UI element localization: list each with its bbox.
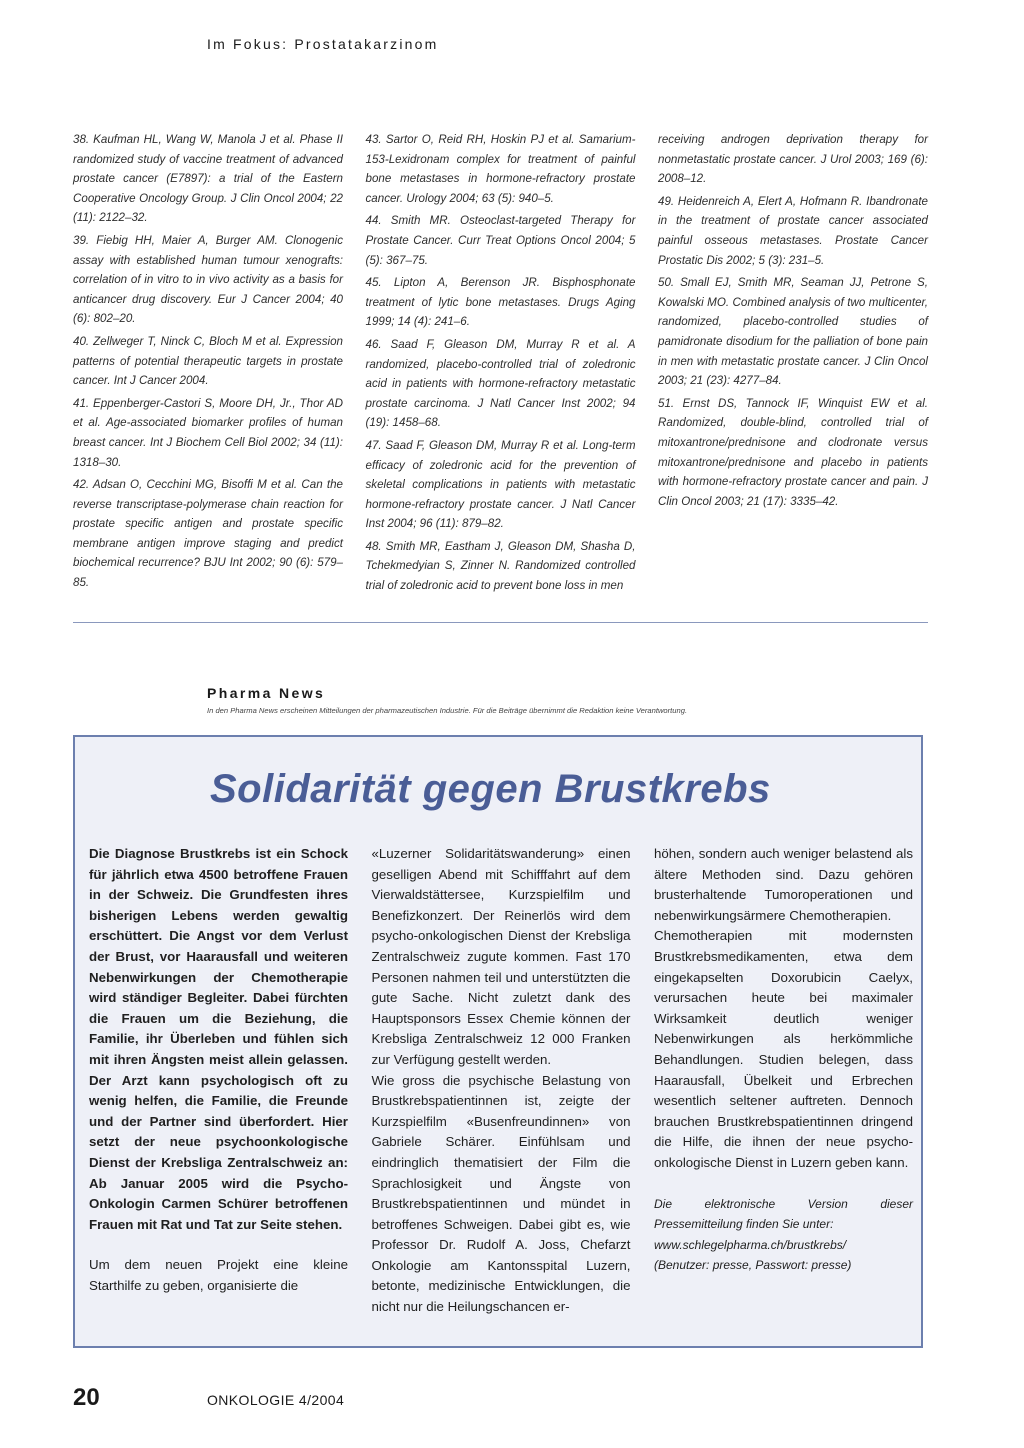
article-column-1 [89, 844, 348, 1318]
reference-51: 51. Ernst DS, Tannock IF, Winquist EW et al. Randomized, double-blind, controlled trial of mitoxantrone/prednisone and clodronate versus mitoxantrone/prednisone and placebo in patients with hormone-refractory prostate cancer and pain. J Clin Oncol 2003; 21 (17): 3335–42. [658, 396, 928, 508]
journal-issue: ONKOLOGIE 4/2004 [207, 1392, 345, 1408]
reference-43: 43. Sartor O, Reid RH, Hoskin PJ et al. Samarium-153-Lexidronam complex for treatment of painful bone metastases in hormone-refractory prostate cancer. Urology 2004; 63 (5): 940–5. [365, 133, 636, 205]
article-paragraph: Chemotherapien mit modernsten Brustkrebsmedikamenten, etwa dem eingekapselten Doxorubicin Caelyx, verursachen heute bei maximaler Wirksamkeit deutlich weniger Nebenwirkungen als herkömmliche Behandlungen. Studien belegen, dass Haarausfall, Übelkeit und Erbrechen wesentlich seltener auftreten. Dennoch brauchen Brustkrebspatientinnen dringend die Hilfe, die ihnen der neue psycho-onkologische Dienst in Luzern geben kann. [654, 928, 913, 1170]
page-number: 20 [73, 1384, 100, 1411]
reference-38: 38. Kaufman HL, Wang W, Manola J et al. Phase II randomized study of vaccine treatment of advanced prostate cancer (E7897): a trial of the Eastern Cooperative Oncology Group. J Clin Oncol 2004; 22 (11): 2122–32. [73, 133, 343, 225]
reference-40: 40. Zellweger T, Ninck C, Bloch M et al. Expression patterns of potential therapeutic targets in prostate cancer. Int J Cancer 2004. [73, 334, 343, 388]
reference-list [73, 130, 928, 599]
article-headline: Solidarität gegen Brustkrebs [210, 767, 771, 811]
reference-49: 49. Heidenreich A, Elert A, Hofmann R. Ibandronate in the treatment of prostate cancer associated painful osseous metastases. Prostate Cancer Prostatic Dis 2002; 5 (3): 231–5. [658, 194, 928, 267]
press-release-box [73, 735, 923, 1348]
section-divider [73, 622, 928, 623]
article-lead: Die Diagnose Brustkrebs ist ein Schock für jährlich etwa 4500 betroffene Frauen in der Schweiz. Die Grundfesten ihres bisherigen Lebens werden gewaltig erschüttert. Die Angst vor dem Verlust der Brust, vor Haarausfall und weiteren Nebenwirkungen der Chemotherapie wird ständiger Begleiter. Dabei fürchten die Frauen um die Beziehung, die Familie, ihr Überleben und fühlen sich mit ihren Ängsten meist allein gelassen. Der Arzt kann psychologisch oft zu wenig helfen, die Familie, die Freunde und der Partner sind überfordert. Hier setzt der neue psychoonkologische Dienst der Krebsliga Zentralschweiz an: Ab Januar 2005 wird die Psycho-Onkologin Carmen Schürer betroffenen Frauen mit Rat und Tat zur Seite stehen. [89, 846, 348, 1232]
running-head: Im Fokus: Prostatakarzinom [207, 36, 439, 52]
reference-46: 46. Saad F, Gleason DM, Murray R et al. A randomized, placebo-controlled trial of zoledronic acid in patients with hormone-refractory metastatic prostate carcinoma. J Natl Cancer Inst 2002; 94 (19): 1458–68. [365, 337, 636, 430]
reference-48-continued: receiving androgen deprivation therapy for nonmetastatic prostate cancer. J Urol 2003; 169 (6): 2008–12. [658, 133, 928, 186]
reference-45: 45. Lipton A, Berenson JR. Bisphosphonate treatment of lytic bone metastases. Drugs Aging 1999; 14 (4): 241–6. [365, 276, 636, 329]
article-paragraph: Wie gross die psychische Belastung von Brustkrebspatientinnen ist, zeigte der Kurzspielfilm «Busenfreundinnen» von Gabriele Schärer. Einfühlsam und eindringlich thematisiert der Film die Sprachlosigkeit und Ängste von Brustkrebspatientinnen und mündet in betroffenes Schweigen. Dabei gibt es, wie Professor Dr. Rudolf A. Joss, Chefarzt Onkologie am Kantonsspital Luzern, betonte, medizinische Entwicklungen, die nicht nur die Heilungschancen er- [371, 1072, 631, 1315]
article-paragraph: höhen, sondern auch weniger belastend als ältere Methoden sind. Dazu gehören brusterhaltende Tumoroperationen und nebenwirkungsärmere Chemotherapien. [654, 846, 913, 923]
reference-41: 41. Eppenberger-Castori S, Moore DH, Jr., Thor AD et al. Age-associated biomarker profiles of human breast cancer. Int J Biochem Cell Biol 2002; 34 (11): 1318–30. [73, 396, 343, 469]
reference-column-2 [366, 130, 636, 599]
reference-44: 44. Smith MR. Osteoclast-targeted Therapy for Prostate Cancer. Curr Treat Options Oncol 2004; 5 (5): 367–75. [365, 214, 636, 267]
article-paragraph: Um dem neuen Projekt eine kleine Starthilfe zu geben, organisierte die [89, 1257, 348, 1293]
reference-39: 39. Fiebig HH, Maier A, Burger AM. Clonogenic assay with established human tumour xenografts: correlation of in vitro to in vivo activity as a basis for anticancer drug discovery. Eur J Cancer 2004; 40 (6): 802–20. [73, 233, 343, 326]
reference-42: 42. Adsan O, Cecchini MG, Bisoffi M et al. Can the reverse transcriptase-polymerase chain reaction for prostate specific antigen and prostate specific membrane antigen improve staging and predict biochemical recurrence? BJU Int 2002; 90 (6): 579–85. [73, 478, 343, 590]
pharma-news-disclaimer: In den Pharma News erscheinen Mitteilungen der pharmazeutischen Industrie. Für die Beiträge übernimmt die Redaktion keine Verantwortung. [207, 706, 688, 715]
pharma-news-title: Pharma News [207, 685, 326, 701]
reference-column-1 [73, 130, 343, 599]
reference-47: 47. Saad F, Gleason DM, Murray R et al. Long-term efficacy of zoledronic acid for the prevention of skeletal complications in patients with metastatic hormone-refractory prostate cancer. J Natl Cancer Inst 2004; 96 (11): 879–82. [365, 438, 636, 531]
electronic-version-credentials: (Benutzer: presse, Passwort: presse) [654, 1258, 852, 1273]
article-paragraph: «Luzerner Solidaritätswanderung» einen geselligen Abend mit Schifffahrt auf dem Vierwaldstättersee, Kurzspielfilm und Benefizkonzert. Der Reinerlös wird dem psycho-onkologischen Dienst der Krebsliga Zentralschweiz zugute kommen. Fast 170 Personen nahmen teil und unterstützten die gute Sache. Nicht zuletzt dank des Hauptsponsors Essex Chemie können der Krebsliga Zentralschweiz 12 000 Franken zur Verfügung gestellt werden. [371, 846, 631, 1067]
electronic-version-link[interactable]: www.schlegelpharma.ch/brustkrebs/ [654, 1237, 847, 1252]
electronic-version-note: Die elektronische Version dieser Pressemitteilung finden Sie unter: [654, 1196, 913, 1232]
reference-50: 50. Small EJ, Smith MR, Seaman JJ, Petrone S, Kowalski MO. Combined analysis of two multicenter, randomized, placebo-controlled studies of pamidronate disodium for the palliation of bone pain in men with metastatic prostate cancer. J Clin Oncol 2003; 21 (23): 4277–84. [658, 276, 928, 388]
article-column-2 [372, 844, 631, 1318]
reference-column-3 [658, 130, 928, 599]
reference-48: 48. Smith MR, Eastham J, Gleason DM, Shasha D, Tchekmedyian S, Zinner N. Randomized controlled trial of zoledronic acid to prevent bone loss in men [365, 539, 636, 593]
article-body [89, 844, 913, 1318]
article-column-3 [654, 844, 913, 1318]
